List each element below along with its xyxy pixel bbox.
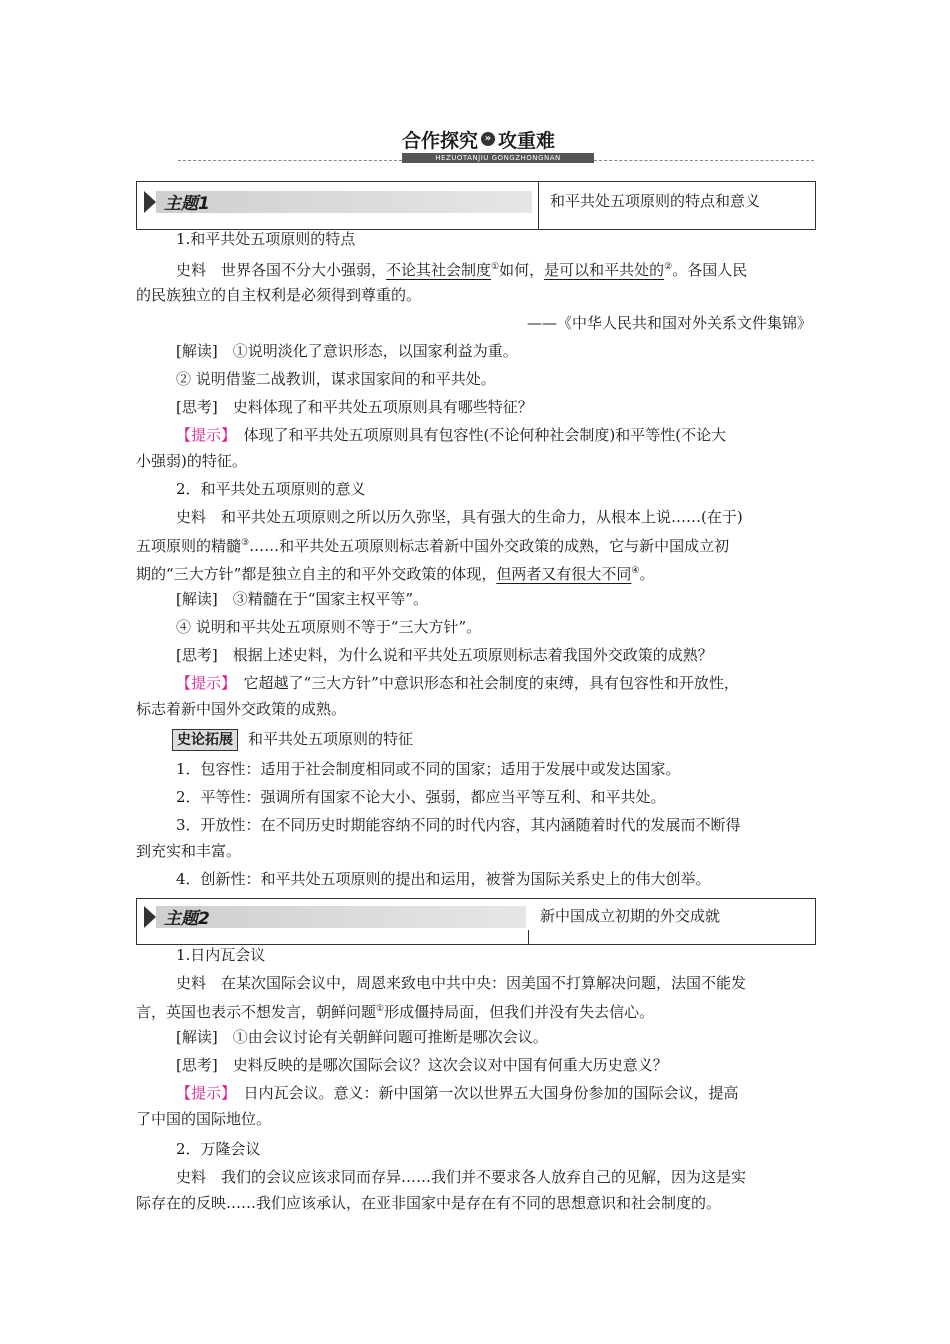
hint-tag: 【提示】 [176, 674, 229, 692]
topic2-triangle-icon [144, 906, 156, 928]
t2-s1-read: [解读] ①由会议讨论有关朝鲜问题可推断是哪次会议。 [176, 1028, 548, 1046]
t1-s2-source-line3: 期的“三大方针”都是独立自主的和平外交政策的体现，但两者又有很大不同④。 [136, 565, 655, 583]
hint-tag: 【提示】 [176, 1084, 229, 1102]
t2-s2-source-line1: 史料 我们的会议应该求同而存异……我们并不要求各人放弃自己的见解，因为这是实 [176, 1168, 747, 1186]
topic2-title: 新中国成立初期的外交成就 [540, 907, 721, 925]
hint-tag: 【提示】 [176, 426, 229, 444]
t1-s2-source-line1: 史料 和平共处五项原则之所以历久弥坚，具有强大的生命力，从根本上说……(在于) [176, 508, 743, 526]
topic1-triangle-icon [144, 191, 156, 213]
t1-s2-think: [思考] 根据上述史料，为什么说和平共处五项原则标志着我国外交政策的成熟？ [176, 646, 713, 664]
t2-s1-source-line1: 史料 在某次国际会议中，周恩来致电中共中央：因美国不打算解决问题，法国不能发 [176, 974, 747, 992]
header-title-a: 合作探究 [402, 129, 479, 152]
header-divider-left [178, 160, 402, 161]
t2-s1-heading: 1.日内瓦会议 [176, 946, 266, 964]
t2-s1-source-line2: 言，英国也表示不想发言，朝鲜问题①形成僵持局面，但我们并没有失去信心。 [136, 1003, 655, 1021]
t2-s2-source-line2: 际存在的反映……我们应该承认，在亚非国家中是存在有不同的思想意识和社会制度的。 [136, 1194, 722, 1212]
t2-s2-heading: 2．万隆会议 [176, 1140, 261, 1158]
t1-ext-item1: 1．包容性：适用于社会制度相同或不同的国家；适用于发展中或发达国家。 [176, 760, 681, 778]
arrow-icon: » [481, 132, 495, 146]
header-divider-right [594, 160, 814, 161]
t1-s1-hint-line1: 【提示】 体现了和平共处五项原则具有包容性(不论何种社会制度)和平等性(不论大 [176, 426, 727, 444]
topic2-bar [156, 906, 526, 928]
t1-s2-read1: [解读] ③精髓在于“国家主权平等”。 [176, 590, 429, 608]
topic2-separator [528, 930, 529, 944]
t1-s1-read2: ② 说明借鉴二战教训，谋求国家间的和平共处。 [176, 370, 496, 388]
t1-ext-item3-line2: 到充实和丰富。 [136, 842, 242, 860]
t1-s2-hint-line2: 标志着新中国外交政策的成熟。 [136, 700, 347, 718]
t2-s1-think: [思考] 史料反映的是哪次国际会议？这次会议对中国有何重大历史意义？ [176, 1056, 668, 1074]
t1-s2-heading: 2．和平共处五项原则的意义 [176, 480, 366, 498]
t1-s2-hint-line1: 【提示】 它超越了“三大方针”中意识形态和社会制度的束缚，具有包容性和开放性， [176, 674, 739, 692]
t1-ext-item2: 2．平等性：强调所有国家不论大小、强弱，都应当平等互利、和平共处。 [176, 788, 666, 806]
t1-s2-read2: ④ 说明和平共处五项原则不等于“三大方针”。 [176, 618, 482, 636]
topic1-label: 主题1 [164, 194, 210, 214]
t1-s1-hint-line2: 小强弱)的特征。 [136, 452, 247, 470]
t1-s1-think: [思考] 史料体现了和平共处五项原则具有哪些特征？ [176, 398, 533, 416]
t1-s2-source-line2: 五项原则的精髓③……和平共处五项原则标志着新中国外交政策的成熟，它与新中国成立初 [136, 537, 730, 555]
topic1-title: 和平共处五项原则的特点和意义 [550, 192, 761, 210]
t2-s1-hint-line2: 了中国的国际地位。 [136, 1110, 272, 1128]
topic1-bar [156, 191, 532, 213]
t1-s1-heading: 1.和平共处五项原则的特点 [176, 230, 356, 248]
extension-tag: 史论拓展 [172, 729, 238, 751]
t1-s1-citation: ——《中华人民共和国对外关系文件集锦》 [526, 314, 812, 332]
t1-s1-source-line1: 史料 世界各国不分大小强弱，不论其社会制度①如何，是可以和平共处的②。各国人民 [176, 261, 748, 279]
header-subtitle: HEZUOTANJIU GONGZHONGNAN [402, 153, 594, 163]
header-title-b: 攻重难 [498, 129, 556, 152]
section-header-title [402, 126, 555, 152]
topic1-separator [538, 181, 539, 230]
t1-s1-read1: [解读] ①说明淡化了意识形态，以国家利益为重。 [176, 342, 518, 360]
topic2-label: 主题2 [164, 909, 210, 929]
t1-extension-heading: 史论拓展 和平共处五项原则的特征 [136, 727, 852, 751]
t1-ext-item3-line1: 3．开放性：在不同历史时期能容纳不同的时代内容，其内涵随着时代的发展而不断得 [176, 816, 741, 834]
t1-s1-source-line2: 的民族独立的自主权利是必须得到尊重的。 [136, 286, 422, 304]
t2-s1-hint-line1: 【提示】 日内瓦会议。意义：新中国第一次以世界五大国身份参加的国际会议，提高 [176, 1084, 739, 1102]
t1-ext-item4: 4．创新性：和平共处五项原则的提出和运用，被誉为国际关系史上的伟大创举。 [176, 870, 711, 888]
